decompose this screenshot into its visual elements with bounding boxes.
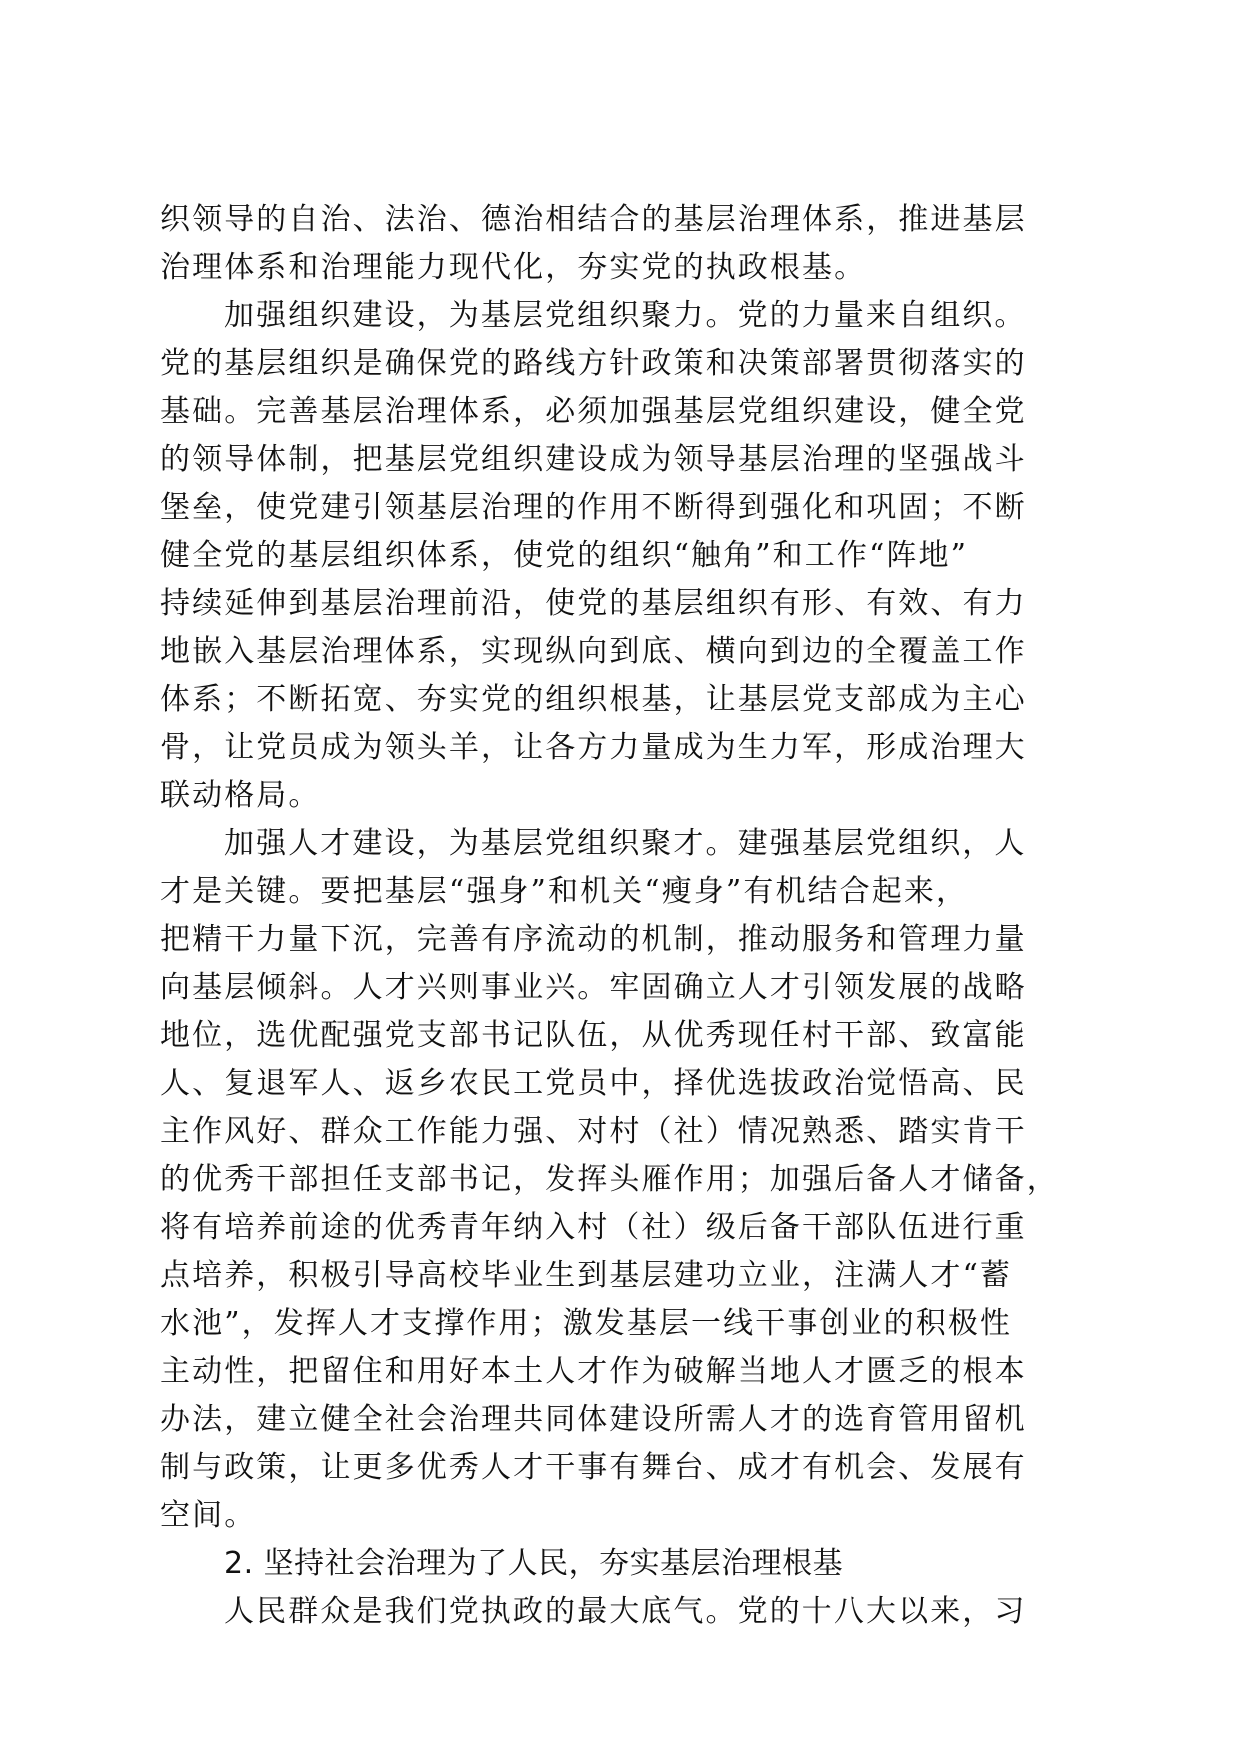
text-line: 将有培养前途的优秀青年纳入村（社）级后备干部队伍进行重 <box>160 1210 1027 1245</box>
text-line: 堡垒，使党建引领基层治理的作用不断得到强化和巩固；不断 <box>160 490 1027 525</box>
document-body <box>160 196 1085 1636</box>
paragraph-continuation <box>160 196 1085 292</box>
text-line: 向基层倾斜。人才兴则事业兴。牢固确立人才引领发展的战略 <box>160 970 1027 1005</box>
text-line: 点培养，积极引导高校毕业生到基层建功立业，注满人才“蓄 <box>160 1258 1013 1293</box>
text-line: 加强人才建设，为基层党组织聚才。建强基层党组织，人 <box>224 826 1027 861</box>
paragraph-people <box>160 1588 1085 1636</box>
text-line: 治理体系和治理能力现代化，夯实党的执政根基。 <box>160 250 867 285</box>
text-line: 主动性，把留住和用好本土人才作为破解当地人才匮乏的根本 <box>160 1354 1027 1389</box>
text-line: 主作风好、群众工作能力强、对村（社）情况熟悉、踏实肯干 <box>160 1114 1027 1149</box>
text-line: 的领导体制，把基层党组织建设成为领导基层治理的坚强战斗 <box>160 442 1027 477</box>
text-line: 联动格局。 <box>160 778 321 813</box>
text-line: 体系；不断拓宽、夯实党的组织根基，让基层党支部成为主心 <box>160 682 1027 717</box>
paragraph-talent-building <box>160 820 1085 1540</box>
text-line: 人、复退军人、返乡农民工党员中，择优选拔政治觉悟高、民 <box>160 1066 1027 1101</box>
text-line: 地嵌入基层治理体系，实现纵向到底、横向到边的全覆盖工作 <box>160 634 1027 669</box>
text-line: 织领导的自治、法治、德治相结合的基层治理体系，推进基层 <box>160 202 1027 237</box>
text-line: 人民群众是我们党执政的最大底气。党的十八大以来，习 <box>224 1594 1027 1629</box>
text-line: 党的基层组织是确保党的路线方针政策和决策部署贯彻落实的 <box>160 346 1027 381</box>
paragraph-organization-building <box>160 292 1085 820</box>
text-line: 加强组织建设，为基层党组织聚力。党的力量来自组织。 <box>224 298 1027 333</box>
text-line: 制与政策，让更多优秀人才干事有舞台、成才有机会、发展有 <box>160 1450 1027 1485</box>
section-heading: 2. 坚持社会治理为了人民，夯实基层治理根基 <box>224 1546 844 1581</box>
text-line: 持续延伸到基层治理前沿，使党的基层组织有形、有效、有力 <box>160 586 1027 621</box>
text-line: 健全党的基层组织体系，使党的组织“触角”和工作“阵地” <box>160 538 969 573</box>
text-line: 基础。完善基层治理体系，必须加强基层党组织建设，健全党 <box>160 394 1027 429</box>
text-line: 空间。 <box>160 1498 257 1533</box>
text-line: 地位，选优配强党支部书记队伍，从优秀现任村干部、致富能 <box>160 1018 1027 1053</box>
text-line: 办法，建立健全社会治理共同体建设所需人才的选育管用留机 <box>160 1402 1027 1437</box>
text-line: 才是关键。要把基层“强身”和机关“瘦身”有机结合起来， <box>160 874 969 909</box>
text-line: 把精干力量下沉，完善有序流动的机制，推动服务和管理力量 <box>160 922 1027 957</box>
text-line: 骨，让党员成为领头羊，让各方力量成为生力军，形成治理大 <box>160 730 1027 765</box>
text-line: 水池”，发挥人才支撑作用；激发基层一线干事创业的积极性 <box>160 1306 1013 1341</box>
text-line: 的优秀干部担任支部书记，发挥头雁作用；加强后备人才储备， <box>160 1162 1059 1197</box>
